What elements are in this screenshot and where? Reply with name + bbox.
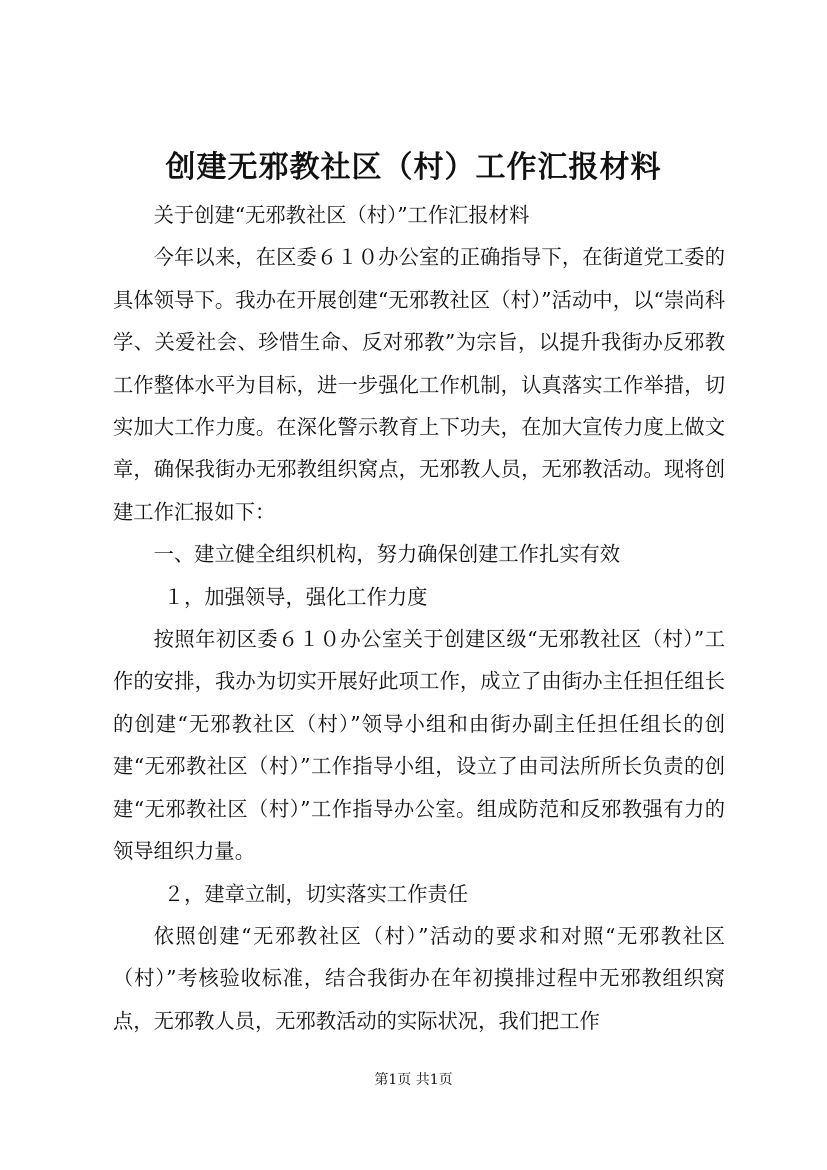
subsection-heading-1: １，加强领导，强化工作力度 <box>163 584 428 609</box>
paragraph-regulations: 依照创建“无邪教社区（村）”活动的要求和对照“无邪教社区（村）”考核验收标准，结合我街办在年初摸排过程中无邪教组织窝点，无邪教人员，无邪教活动的实际状况，我们把工作 <box>113 923 725 1033</box>
paragraph-intro: 今年以来，在区委６１０办公室的正确指导下，在街道党工委的具体领导下。我办在开展创建“无邪教社区（村）”活动中，以“崇尚科学、关爱社会、珍惜生命、反对邪教”为宗旨，以提升我街办反邪教工作整体水平为目标，进一步强化工作机制，认真落实工作举措，切实加大工作力度。在深化警示教育上下功夫，在加大宣传力度上做文章，确保我街办无邪教组织窝点，无邪教人员，无邪教活动。现将创建工作汇报如下： <box>113 245 725 524</box>
document-body <box>113 194 725 1042</box>
paragraph-subtitle: 关于创建“无邪教社区（村）”工作汇报材料 <box>153 203 530 227</box>
document-title: 创建无邪教社区（村）工作汇报材料 <box>165 150 662 185</box>
section-heading-1: 一、建立健全组织机构，努力确保创建工作扎实有效 <box>153 542 621 567</box>
page-number-footer: 第1页 共1页 <box>374 1072 453 1088</box>
paragraph-organization: 按照年初区委６１０办公室关于创建区级“无邪教社区（村）”工作的安排，我办为切实开展好此项工作，成立了由街办主任担任组长的创建“无邪教社区（村）”领导小组和由街办副主任担任组长的创建“无邪教社区（村）”工作指导小组，设立了由司法所所长负责的创建“无邪教社区（村）”工作指导办公室。组成防范和反邪教强有力的领导组织力量。 <box>113 627 725 864</box>
subsection-heading-2: ２，建章立制，切实落实工作责任 <box>163 881 468 906</box>
